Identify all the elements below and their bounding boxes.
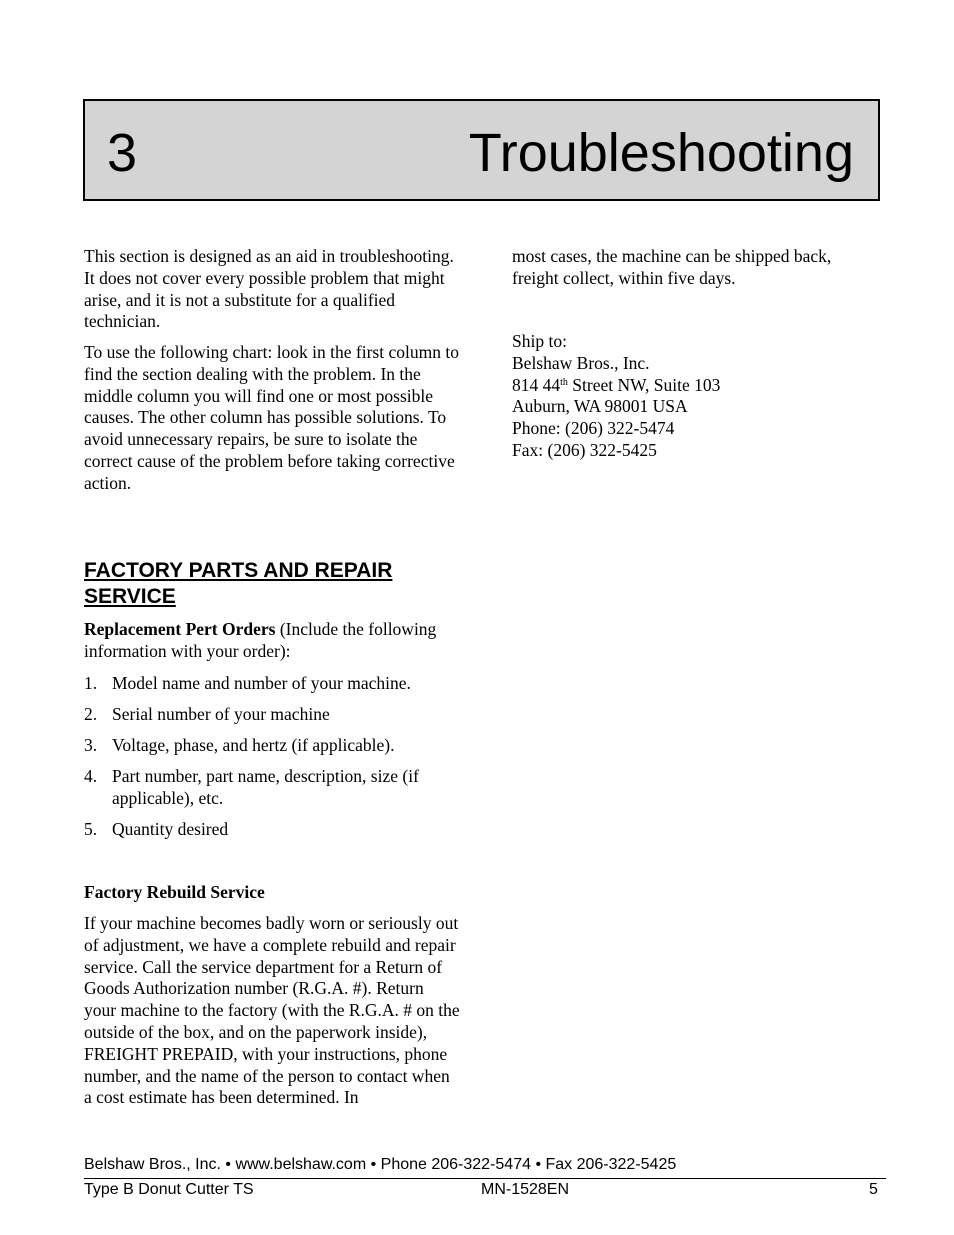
list-item-text: Serial number of your machine <box>112 704 330 724</box>
continuation-text: most cases, the machine can be shipped back, freight collect, within five days. <box>512 246 832 288</box>
list-item-number: 4. <box>84 766 98 786</box>
section-heading-line-1: FACTORY PARTS AND REPAIR <box>84 559 393 582</box>
footer-product: Type B Donut Cutter TS <box>84 1181 254 1198</box>
continuation-paragraph <box>512 246 882 290</box>
chapter-header <box>83 99 880 201</box>
address-street <box>512 375 882 397</box>
section-heading-line-2: SERVICE <box>84 585 176 608</box>
list-item-number: 1. <box>84 673 98 693</box>
rebuild-heading <box>84 882 460 904</box>
street-name: Street NW, Suite 103 <box>567 374 721 395</box>
intro-text-2: To use the following chart: look in the first column to find the section dealing with the problem. In the middle column you will find one or most possible causes. The other column has possible solutions. To avoid unnecessary repairs, be sure to isolate the correct cause of the problem before taking corrective action. <box>84 342 459 493</box>
list-item <box>84 704 460 726</box>
list-item-text: Model name and number of your machine. <box>112 673 411 693</box>
list-item-number: 3. <box>84 735 98 755</box>
rebuild-text: If your machine becomes badly worn or seriously out of adjustment, we have a complete rebuild and repair service. Call the service department for a Return of Goods Authorization number (R.G.A. #). Return your machine to the factory (with the R.G.A. # on the outside of the box, and on the paperwork inside), FREIGHT PREPAID, with your instructions, phone number, and the name of the person to contact when a cost estimate has been determined. In <box>84 913 460 1108</box>
list-item <box>84 735 460 757</box>
address-fax: Fax: (206) 322-5425 <box>512 439 657 460</box>
footer-doc-number: MN-1528EN <box>481 1181 570 1198</box>
street-number: 814 44 <box>512 374 561 395</box>
orders-bold-label: Replacement Pert Orders <box>84 619 276 639</box>
list-item <box>84 766 460 810</box>
street-ordinal: th <box>560 376 568 388</box>
rebuild-heading-text: Factory Rebuild Service <box>84 882 265 902</box>
intro-text-1: This section is designed as an aid in troubleshooting. It does not cover every possible problem that might arise, and it is not a substitute for a qualified technician. <box>84 246 454 332</box>
chapter-number: 3 <box>107 123 138 183</box>
list-item-number: 5. <box>84 819 98 839</box>
list-item-number: 2. <box>84 704 98 724</box>
address-phone: Phone: (206) 322-5474 <box>512 418 675 439</box>
intro-paragraph-1 <box>84 246 460 333</box>
list-item <box>84 819 460 841</box>
list-item-text: Quantity desired <box>112 819 229 839</box>
address-company: Belshaw Bros., Inc. <box>512 352 650 373</box>
ship-to-label: Ship to: <box>512 331 567 351</box>
list-item <box>84 673 460 695</box>
rebuild-paragraph <box>84 913 460 1109</box>
list-item-text: Voltage, phase, and hertz (if applicable). <box>112 735 395 755</box>
intro-paragraph-2 <box>84 342 460 495</box>
footer-divider <box>84 1178 886 1179</box>
ship-to-address <box>512 331 882 462</box>
footer-contact: Belshaw Bros., Inc. • www.belshaw.com • Phone 206-322-5474 • Fax 206-322-5425 <box>84 1156 677 1173</box>
list-item-text: Part number, part name, description, size (if applicable), etc. <box>112 766 419 808</box>
section-heading <box>84 558 460 610</box>
footer-page-number: 5 <box>869 1181 878 1198</box>
address-city: Auburn, WA 98001 USA <box>512 396 688 417</box>
chapter-title: Troubleshooting <box>468 123 854 183</box>
orders-intro <box>84 619 460 663</box>
orders-rest-text: (Include the following information with your order): <box>84 619 437 661</box>
